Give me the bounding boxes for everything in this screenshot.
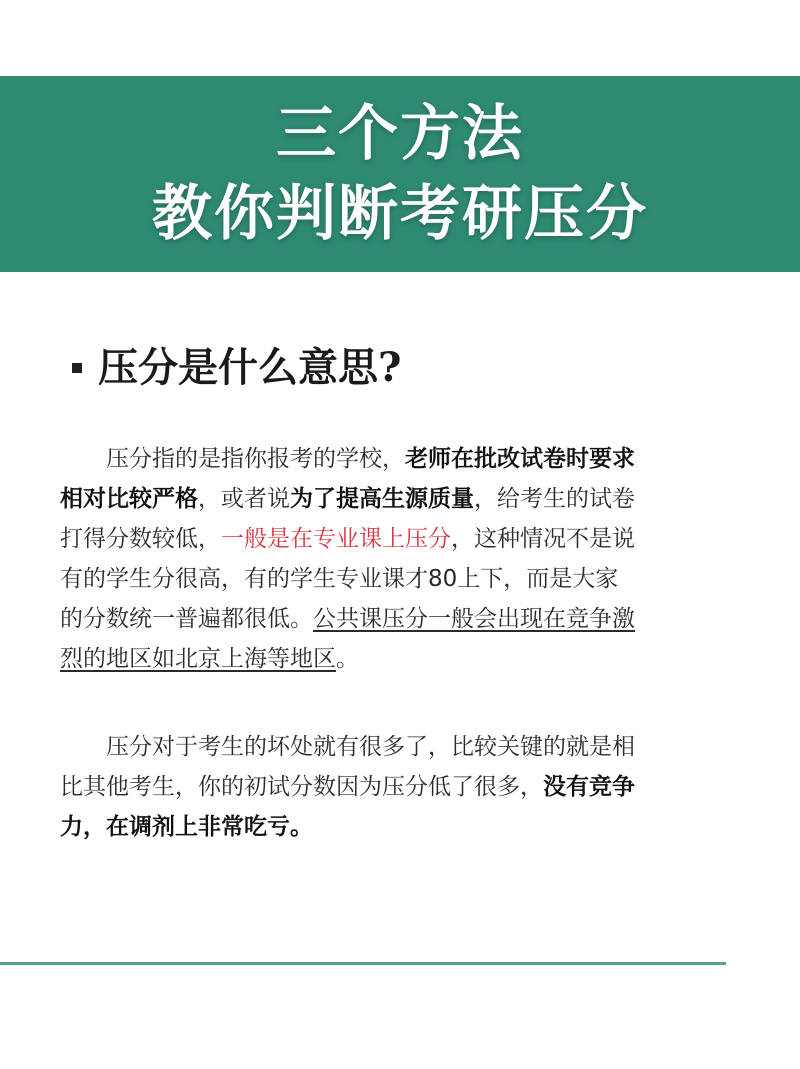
footer-divider <box>0 962 726 965</box>
text-span: 比其他考生，你的初试分数因为压分低了很多， <box>60 774 543 800</box>
paragraph-1-line <box>60 479 720 519</box>
paragraph-2-line: 压分对于考生的坏处就有很多了，比较关键的就是相 <box>60 734 635 760</box>
text-span: ，给考生的试卷 <box>474 486 635 512</box>
paragraph-1-line <box>60 519 720 559</box>
paragraph-1 <box>60 439 720 679</box>
bold-text: 为了提高生源质量 <box>290 486 474 512</box>
paragraph-2-line: 力，在调剂上非常吃亏。 <box>60 814 313 840</box>
bold-text: 老师在批改试卷时要求 <box>405 446 635 472</box>
header-banner <box>0 76 800 272</box>
paragraph-1-line <box>60 639 720 679</box>
text-span: 。 <box>336 646 359 672</box>
square-bullet-icon <box>72 363 82 373</box>
banner-title-line-2: 教你判断考研压分 <box>152 179 648 249</box>
section-title-text: 压分是什么意思? <box>98 344 402 391</box>
banner-title-line-1: 三个方法 <box>276 99 524 169</box>
bold-text: 相对比较严格 <box>60 486 198 512</box>
paragraph-1-line <box>60 599 720 639</box>
underlined-text: 烈的地区如北京上海等地区 <box>60 646 336 672</box>
text-span: 压分指的是指你报考的学校， <box>60 446 405 472</box>
paragraph-1-line: 有的学生分很高，有的学生专业课才80上下，而是大家 <box>60 566 619 592</box>
text-span: ，或者说 <box>198 486 290 512</box>
text-span: ，这种情况不是说 <box>451 526 635 552</box>
section-heading <box>72 338 401 398</box>
red-highlight-text: 一般是在专业课上压分 <box>221 526 451 552</box>
text-span: 打得分数较低， <box>60 526 221 552</box>
paragraph-1-line <box>60 439 720 479</box>
paragraph-2-line <box>60 767 720 807</box>
underlined-text: 公共课压分一般会出现在竞争激 <box>313 606 635 632</box>
paragraph-2 <box>60 727 720 847</box>
text-span: 的分数统一普遍都很低。 <box>60 606 313 632</box>
bold-text: 没有竞争 <box>543 774 635 800</box>
